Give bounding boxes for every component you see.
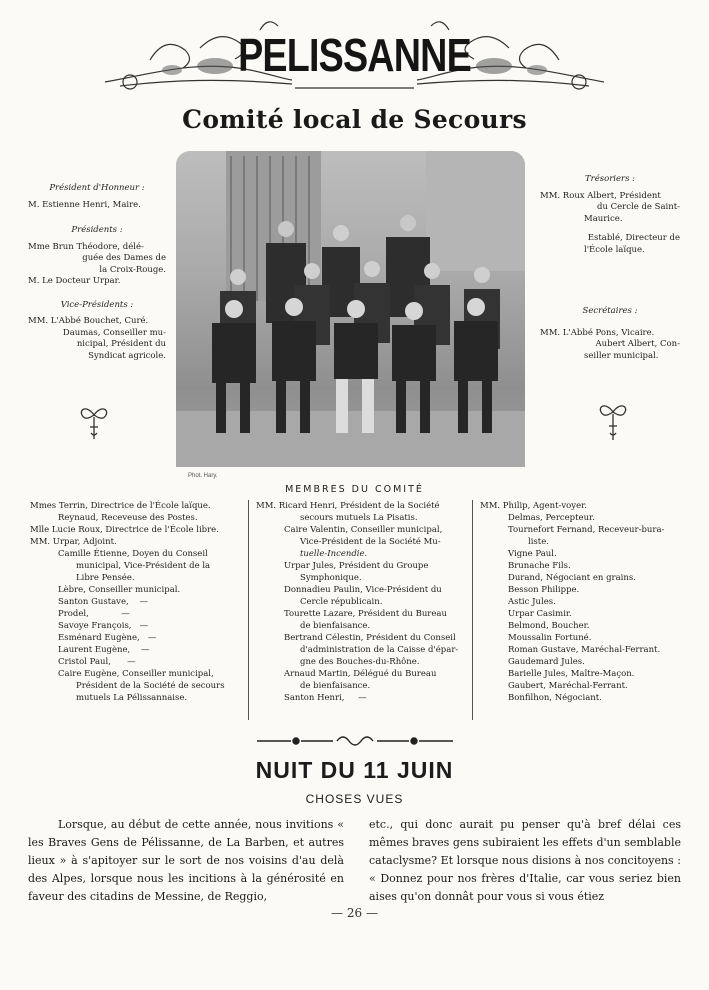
- members-column-2: [256, 500, 468, 704]
- member-line: Bonfilhon, Négociant.: [508, 693, 602, 703]
- member-line: Urpar Jules, Président du Groupe: [284, 561, 429, 571]
- town-title: PELISSANNE: [238, 29, 471, 81]
- member-line: Gaudemard Jules.: [508, 657, 585, 667]
- member-line: Tournefort Fernand, Receveur-bura-: [508, 525, 665, 535]
- members-column-1: [30, 500, 246, 704]
- member-line: Tourette Lazare, Président du Bureau: [284, 609, 447, 619]
- member-line: Astic Jules.: [508, 597, 556, 607]
- members-column-3: [480, 500, 680, 704]
- presidents-line: la Croix-Rouge.: [99, 264, 166, 275]
- committee-title: Comité local de Secours: [182, 105, 527, 134]
- vice-presidents-heading: Vice-Présidents :: [60, 299, 134, 310]
- member-line: Symphonique.: [300, 573, 362, 583]
- article-title: NUIT DU 11 JUIN: [255, 757, 454, 783]
- presidents-line: M. Le Docteur Urpar.: [28, 276, 121, 286]
- committee-photo: [176, 151, 525, 467]
- members-heading: MEMBRES DU COMITÉ: [285, 484, 424, 495]
- article-subtitle: CHOSES VUES: [305, 792, 404, 806]
- member-line: Mlle Lucie Roux, Directrice de l'École libre.: [30, 525, 219, 535]
- member-line: Vigne Paul.: [508, 549, 557, 559]
- member-line: Brunache Fils.: [508, 561, 571, 571]
- vice-line: nicipal, Président du: [76, 339, 166, 349]
- member-line: MM. Urpar, Adjoint.: [30, 537, 117, 547]
- member-line: de bienfaisance.: [300, 681, 371, 691]
- section-divider-ornament: [255, 734, 455, 748]
- photo-credit: Phot. Hary.: [188, 473, 218, 479]
- treasurers-line: l'École laïque.: [584, 244, 645, 255]
- presidents-line: Mme Brun Théodore, délé-: [28, 241, 144, 252]
- treasurers-heading: Trésoriers :: [584, 174, 636, 184]
- vice-line: Syndicat agricole.: [88, 350, 166, 361]
- presidents-heading: Présidents :: [71, 225, 123, 235]
- member-line: Besson Philippe.: [508, 585, 580, 595]
- vice-line: MM. L'Abbé Bouchet, Curé.: [28, 316, 149, 326]
- page-number: — 26 —: [331, 906, 378, 920]
- member-line: municipal, Vice-Président de la: [76, 561, 211, 571]
- member-line: gne des Bouches-du-Rhône.: [300, 657, 420, 667]
- secretaries-line: seiller municipal.: [584, 350, 659, 361]
- honor-heading: Président d'Honneur :: [49, 183, 145, 193]
- article-text-left: Lorsque, au début de cette année, nous invitions « les Braves Gens de Pélissanne, de La Barben, et autres lieux » à s'apitoyer sur le sort de nos voisins d'au delà des Alpes, lorsque nous les incitions à la générosité en faveur des citadins de Messine, de Reggio,: [28, 818, 344, 903]
- treasurers-line: du Cercle de Saint-: [597, 202, 680, 212]
- member-line: Donnadieu Paulin, Vice-Président du: [284, 585, 442, 595]
- member-line: Cercle républicain.: [300, 597, 383, 607]
- member-line: MM. Philip, Agent-voyer.: [480, 501, 587, 511]
- ornament-right-icon: [596, 400, 630, 444]
- member-line: mutuels La Pélissannaise.: [76, 693, 188, 703]
- vice-line: Daumas, Conseiller mu-: [62, 327, 166, 338]
- member-line: Reynaud, Receveuse des Postes.: [58, 513, 198, 523]
- member-line: Caire Valentin, Conseiller municipal,: [284, 525, 443, 535]
- secretaries-line: Aubert Albert, Con-: [595, 339, 680, 349]
- member-line: Laurent Eugène, —: [58, 645, 150, 655]
- member-line: Barielle Jules, Maître-Maçon.: [508, 669, 635, 679]
- member-line: Moussalin Fortuné.: [508, 633, 592, 643]
- member-line: Arnaud Martin, Délégué du Bureau: [284, 669, 437, 679]
- member-line: liste.: [528, 537, 549, 547]
- member-line: Urpar Casimir.: [508, 609, 572, 619]
- left-officers: [28, 183, 166, 362]
- ornament-left-icon: [77, 403, 111, 443]
- member-line: Esménard Eugène, —: [58, 633, 157, 643]
- member-line: Delmas, Percepteur.: [508, 513, 595, 523]
- member-line: Gaubert, Maréchal-Ferrant.: [508, 681, 628, 691]
- treasurers-line: Maurice.: [584, 213, 623, 224]
- presidents-line: guée des Dames de: [82, 253, 166, 263]
- secretaries-heading: Secrétaires :: [582, 306, 638, 316]
- member-line: Belmond, Boucher.: [508, 621, 590, 631]
- member-line: Lèbre, Conseiller municipal.: [58, 585, 181, 595]
- member-line: Libre Pensée.: [76, 573, 135, 583]
- member-line: Mmes Terrin, Directrice de l'École laïque.: [30, 501, 211, 511]
- member-line: secours mutuels La Pisatis.: [300, 513, 418, 523]
- member-line: Caire Eugène, Conseiller municipal,: [58, 669, 214, 679]
- member-line: Santon Henri, —: [284, 693, 367, 703]
- member-line: d'administration de la Caisse d'épar-: [300, 645, 459, 655]
- column-divider: [472, 500, 473, 720]
- treasurers-line: MM. Roux Albert, Président: [540, 190, 661, 201]
- member-line: Savoye François, —: [58, 621, 149, 631]
- member-line: Camille Étienne, Doyen du Conseil: [58, 549, 208, 559]
- group-photo-illustration: [176, 151, 525, 467]
- member-line: MM. Ricard Henri, Président de la Société: [256, 501, 440, 511]
- member-line: Durand, Négociant en grains.: [508, 573, 636, 583]
- member-line: Prodel, —: [58, 609, 130, 619]
- member-line: Roman Gustave, Maréchal-Ferrant.: [508, 645, 661, 655]
- secretaries-line: MM. L'Abbé Pons, Vicaire.: [540, 327, 655, 338]
- column-divider: [248, 500, 249, 720]
- article-text-right: etc., qui donc aurait pu penser qu'à bref délai ces mêmes braves gens subiraient les effets d'un semblable cataclysme? Et lorsque nous disions à nos concitoyens : « Donnez pour nos frères d'Italie, car vous seriez bien aises qu'on donnât pour vous si vous étiez: [369, 818, 681, 903]
- honor-text: M. Estienne Henri, Maire.: [28, 199, 141, 210]
- member-line: Bertrand Célestin, Président du Conseil: [284, 633, 456, 643]
- member-line: Cristol Paul, —: [58, 657, 136, 667]
- member-line: de bienfaisance.: [300, 621, 371, 631]
- treasurers-line: Establé, Directeur de: [587, 233, 680, 243]
- member-line: Président de la Société de secours: [76, 681, 225, 691]
- right-officers: [540, 174, 680, 362]
- member-line: Vice-Président de la Société Mu-: [300, 537, 441, 547]
- member-line: tuelle-Incendie.: [300, 549, 368, 559]
- member-line: Santon Gustave, —: [58, 597, 149, 607]
